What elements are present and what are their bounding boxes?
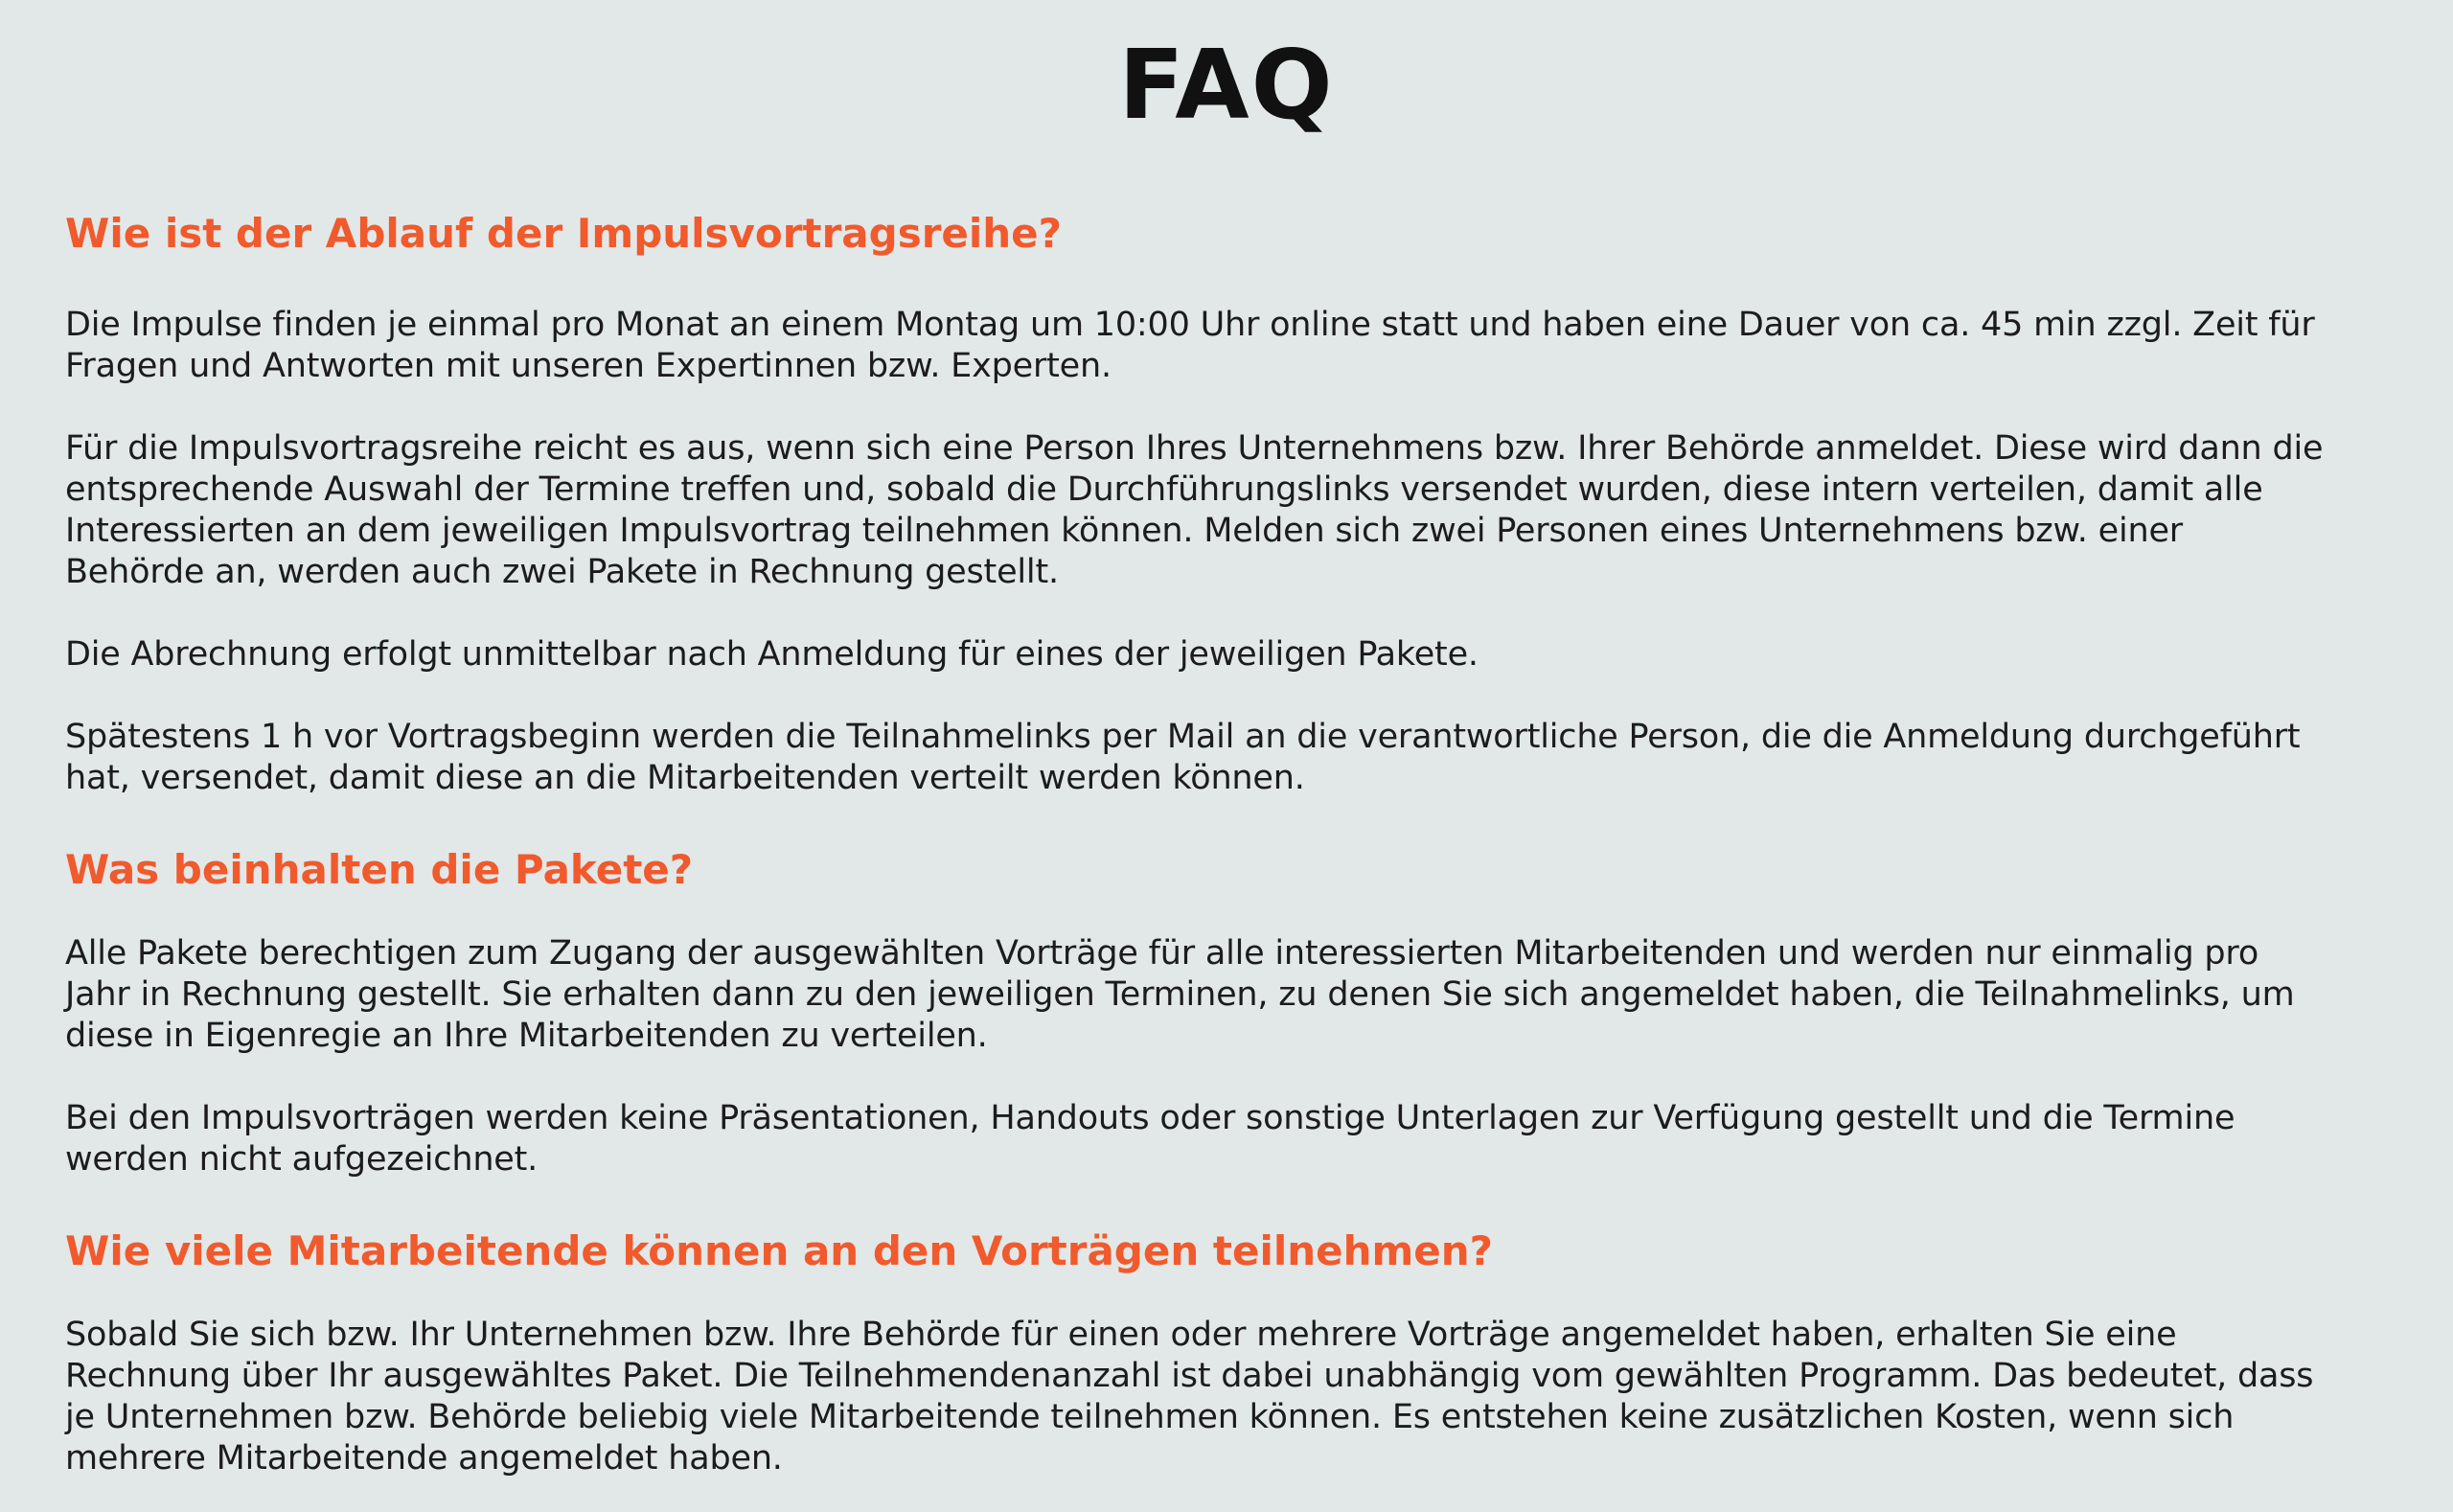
- faq-question: Wie viele Mitarbeitende können an den Vorträgen teilnehmen?: [65, 1227, 1494, 1274]
- answer-line: Die Abrechnung erfolgt unmittelbar nach Anmeldung für eines der jeweiligen Pakete.: [65, 635, 1479, 674]
- answer-line: Behörde an, werden auch zwei Pakete in Rechnung gestellt.: [65, 553, 1059, 591]
- page-title: FAQ: [1118, 29, 1335, 141]
- answer-line: Die Impulse finden je einmal pro Monat an einem Montag um 10:00 Uhr online statt und haben eine Dauer von ca. 45 min zzgl. Zeit für: [65, 306, 2315, 344]
- answer-line: Bei den Impulsvorträgen werden keine Präsentationen, Handouts oder sonstige Unterlagen zur Verfügung gestellt und die Termine: [65, 1099, 2235, 1137]
- answer-line: Interessierten an dem jeweiligen Impulsvortrag teilnehmen können. Melden sich zwei Personen eines Unternehmens bzw. einer: [65, 512, 2183, 550]
- answer-line: Alle Pakete berechtigen zum Zugang der ausgewählten Vorträge für alle interessierten Mitarbeitenden und werden nur einmalig pro: [65, 934, 2259, 973]
- faq-answer: [65, 305, 2394, 799]
- answer-line: Für die Impulsvortragsreihe reicht es aus, wenn sich eine Person Ihres Unternehmens bzw. Ihrer Behörde anmeldet. Diese wird dann die: [65, 429, 2324, 468]
- answer-line: diese in Eigenregie an Ihre Mitarbeitenden zu verteilen.: [65, 1017, 988, 1055]
- answer-line: Sobald Sie sich bzw. Ihr Unternehmen bzw. Ihre Behörde für einen oder mehrere Vorträge angemeldet haben, erhalten Sie eine: [65, 1316, 2177, 1354]
- answer-line: Rechnung über Ihr ausgewähltes Paket. Die Teilnehmendenanzahl ist dabei unabhängig vom gewählten Programm. Das bedeutet, dass: [65, 1357, 2314, 1395]
- faq-answer: [65, 1315, 2394, 1479]
- faq-answer: [65, 933, 2394, 1180]
- answer-line: Jahr in Rechnung gestellt. Sie erhalten dann zu den jeweiligen Terminen, zu denen Sie sich angemeldet haben, die Teilnahmelinks, um: [65, 975, 2295, 1014]
- answer-line: Spätestens 1 h vor Vortragsbeginn werden die Teilnahmelinks per Mail an die verantwortliche Person, die die Anmeldung durchgeführt: [65, 718, 2301, 756]
- answer-line: Fragen und Antworten mit unseren Expertinnen bzw. Experten.: [65, 347, 1112, 385]
- answer-line: werden nicht aufgezeichnet.: [65, 1140, 539, 1179]
- answer-line: hat, versendet, damit diese an die Mitarbeitenden verteilt werden können.: [65, 759, 1305, 797]
- answer-line: entsprechende Auswahl der Termine treffen und, sobald die Durchführungslinks versendet wurden, diese intern verteilen, damit alle: [65, 470, 2263, 509]
- faq-question: Wie ist der Ablauf der Impulsvortragsreihe?: [65, 210, 1063, 257]
- answer-line: je Unternehmen bzw. Behörde beliebig viele Mitarbeitende teilnehmen können. Es entstehen keine zusätzlichen Kosten, wenn sich: [65, 1398, 2235, 1436]
- faq-question: Was beinhalten die Pakete?: [65, 846, 694, 893]
- answer-line: mehrere Mitarbeitende angemeldet haben.: [65, 1439, 783, 1478]
